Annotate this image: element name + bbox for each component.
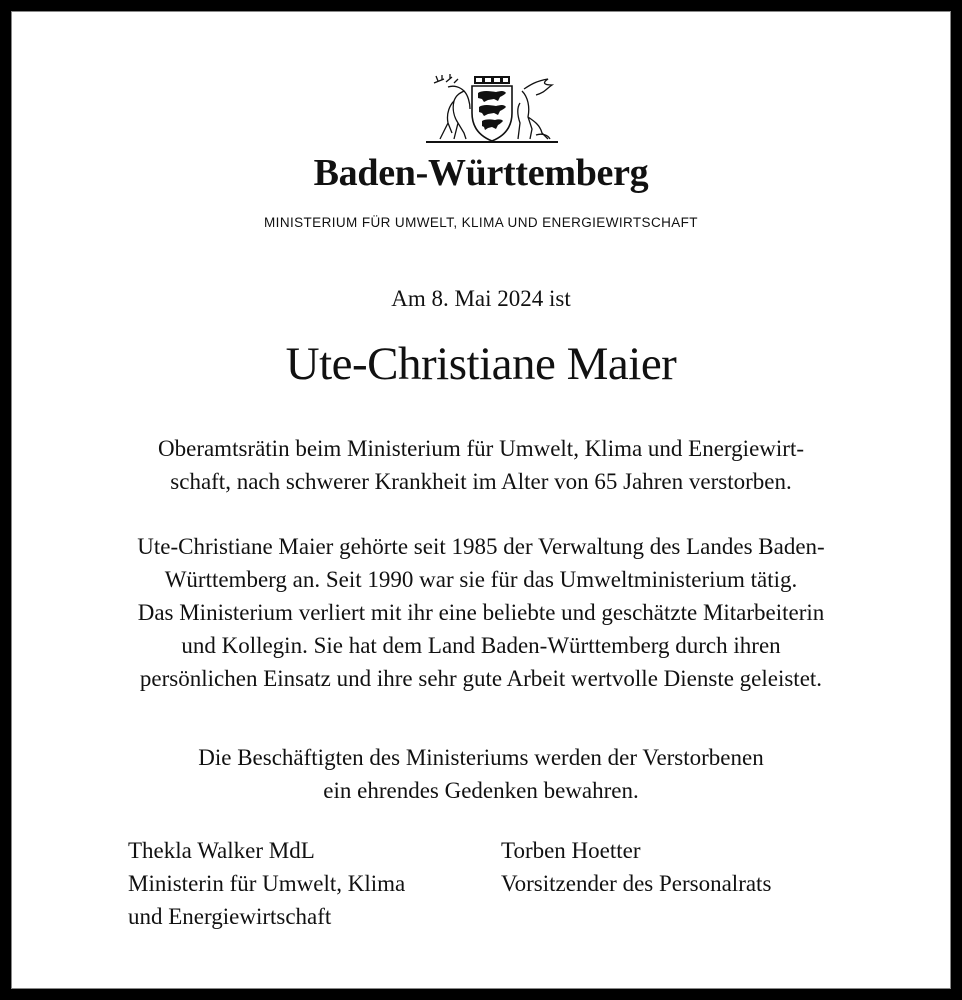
signatory-name: Torben Hoetter [501, 838, 641, 863]
text-line: Ute-Christiane Maier gehörte seit 1985 der Verwaltung des Landes Baden- [137, 534, 825, 559]
obituary-notice [11, 11, 951, 989]
text-line: und Kollegin. Sie hat dem Land Baden-Württemberg durch ihren [181, 633, 781, 658]
coat-of-arms-icon [424, 73, 560, 145]
text-line: Oberamtsrätin beim Ministerium für Umwelt, Klima und Energiewirt- [158, 436, 804, 461]
signatory-name: Thekla Walker MdL [128, 838, 315, 863]
career-paragraph [51, 530, 911, 695]
text-line: Württemberg an. Seit 1990 war sie für das Umweltministerium tätig. [164, 567, 798, 592]
text-line: ein ehrendes Gedenken bewahren. [323, 778, 639, 803]
signature-staff-council [501, 834, 771, 900]
signatory-title: Ministerin für Umwelt, Klima [128, 871, 406, 896]
signatory-title: und Energiewirtschaft [128, 904, 332, 929]
text-line: persönlichen Einsatz und ihre sehr gute Arbeit wertvolle Dienste geleistet. [139, 666, 823, 691]
text-line: Das Ministerium verliert mit ihr eine beliebte und geschätzte Mitarbeiterin [137, 600, 825, 625]
ministry-name: MINISTERIUM FÜR UMWELT, KLIMA UND ENERGIEWIRTSCHAFT [264, 215, 698, 230]
signature-minister [128, 834, 405, 933]
death-date-intro: Am 8. Mai 2024 ist [391, 286, 571, 311]
signatory-title: Vorsitzender des Personalrats [501, 871, 772, 896]
text-line: Die Beschäftigten des Ministeriums werden der Verstorbenen [198, 745, 764, 770]
brand-title: Baden-Württemberg [313, 152, 649, 194]
deceased-name: Ute-Christiane Maier [285, 338, 677, 390]
remembrance-paragraph [51, 741, 911, 807]
role-paragraph [51, 432, 911, 498]
text-line: schaft, nach schwerer Krankheit im Alter von 65 Jahren verstorben. [170, 469, 792, 494]
